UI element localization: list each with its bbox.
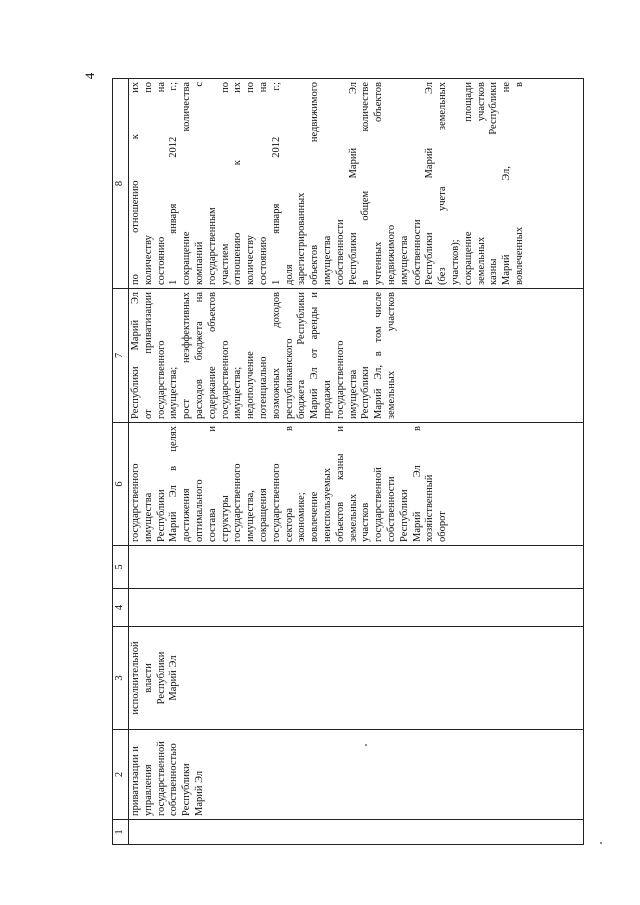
cell-text-line: приватизации и bbox=[130, 746, 141, 816]
cell-text-line: собственности bbox=[334, 219, 346, 285]
cell-text-line: земельных участков bbox=[475, 82, 487, 285]
cell-text-line: Марий Эл, в том числе bbox=[373, 292, 385, 419]
cell-text-line: потенциально bbox=[257, 356, 269, 419]
cell-text-line: бюджета Республики bbox=[296, 292, 308, 419]
cell-text-line: по отношению к их bbox=[130, 82, 141, 285]
cell-text-line: государственного bbox=[219, 340, 231, 419]
cell-text-line: вовлечение bbox=[309, 491, 321, 542]
cell-text-line: объектов недвижимого bbox=[309, 82, 321, 285]
table-cell-col2 bbox=[129, 730, 584, 820]
cell-text-line: состава и bbox=[206, 426, 218, 542]
column-header: 4 bbox=[113, 589, 129, 627]
cell-text-line: Марий Эл bbox=[168, 655, 180, 701]
cell-text-line: оборот bbox=[437, 511, 449, 542]
cell-text-line: Марий Эл в bbox=[411, 426, 423, 542]
rotated-table-container bbox=[112, 79, 580, 845]
column-header: 1 bbox=[113, 820, 129, 845]
cell-text-line: имущества; bbox=[168, 366, 180, 419]
column-header: 7 bbox=[113, 289, 129, 423]
column-header: 8 bbox=[113, 79, 129, 289]
table-cell-col6 bbox=[129, 423, 584, 546]
cell-text-line: Республики Марий Эл bbox=[424, 82, 436, 285]
cell-text-line: сокращения bbox=[257, 488, 269, 542]
cell-text-line: количеству по bbox=[142, 82, 154, 285]
cell-text-line: власти bbox=[142, 663, 154, 693]
cell-text-line: 1 января 2012 г.; bbox=[168, 82, 180, 285]
cell-text-line: достижения bbox=[181, 488, 193, 542]
table-row bbox=[129, 79, 584, 845]
cell-text-line: Марий Эл от аренды и bbox=[309, 292, 321, 419]
cell-text-line: в общем количестве bbox=[360, 82, 372, 285]
cell-text-line: государственного bbox=[130, 463, 141, 542]
cell-text-line: собственности bbox=[385, 476, 397, 542]
cell-text-line: Республики bbox=[155, 489, 167, 542]
cell-text-line: расходов бюджета на bbox=[193, 292, 205, 419]
cell-text-line: (без учета земельных bbox=[437, 82, 449, 285]
table-cell-col7 bbox=[129, 289, 584, 423]
cell-text-line: государственной bbox=[373, 467, 385, 542]
page-number: 4 bbox=[82, 72, 97, 80]
cell-text-line: Республики Марий Эл bbox=[130, 292, 141, 419]
cell-text-line: республиканского bbox=[283, 338, 295, 419]
cell-text-line: состоянию на bbox=[257, 82, 269, 285]
cell-text-line: возможных доходов bbox=[270, 292, 282, 419]
cell-text-line: имущества bbox=[347, 369, 359, 419]
cell-text-line: отношению к их bbox=[232, 82, 244, 285]
column-header: 2 bbox=[113, 730, 129, 820]
cell-text-line: вовлеченных в bbox=[513, 82, 525, 285]
cell-text-line: собственности bbox=[411, 219, 423, 285]
cell-text-line: учтенных объектов bbox=[373, 82, 385, 285]
cell-text-line: государственным bbox=[206, 207, 218, 285]
cell-text-line: участков bbox=[360, 502, 372, 542]
cell-text-line: объектов казны и bbox=[334, 426, 346, 542]
cell-text-line: хозяйственный bbox=[424, 474, 436, 542]
table-cell-col5 bbox=[129, 546, 584, 589]
cell-text-line: структуры bbox=[219, 495, 231, 542]
table-cell-col8 bbox=[129, 79, 584, 289]
cell-text-line: исполнительной bbox=[130, 641, 141, 715]
cell-text-line: содержание объектов bbox=[206, 292, 218, 419]
cell-text-line: продажи bbox=[321, 380, 333, 419]
table-header-row bbox=[113, 79, 129, 845]
cell-text-line: имущества bbox=[142, 492, 154, 542]
cell-text-line: экономике; bbox=[296, 492, 308, 542]
cell-text-line: недополучение bbox=[245, 351, 257, 419]
cell-text-line: Марий Эл в целях bbox=[168, 426, 180, 542]
cell-text-line: доля bbox=[283, 264, 295, 285]
scan-speck bbox=[600, 842, 602, 844]
cell-text-line: имущества bbox=[321, 235, 333, 285]
cell-text-line: управления bbox=[142, 764, 154, 816]
cell-text-line: 1 января 2012 г.; bbox=[270, 82, 282, 285]
cell-text-line: государственного bbox=[155, 340, 167, 419]
cell-text-line: Марий Эл bbox=[193, 770, 205, 816]
cell-text-line: имущества; bbox=[232, 366, 244, 419]
cell-text-line: участков); bbox=[449, 239, 461, 285]
cell-text-line: количеству по bbox=[245, 82, 257, 285]
cell-text-line: государственного bbox=[232, 463, 244, 542]
cell-text-line: Республики bbox=[181, 763, 193, 816]
cell-text-line: имущества, bbox=[245, 490, 257, 542]
cell-text-line: от приватизации bbox=[142, 292, 154, 419]
cell-text-line: Республики bbox=[398, 489, 410, 542]
cell-text-line: земельных bbox=[347, 493, 359, 542]
cell-text-line: имущества bbox=[398, 235, 410, 285]
cell-text-line: государственного bbox=[334, 340, 346, 419]
table-cell-col3 bbox=[129, 627, 584, 730]
table-cell-col4 bbox=[129, 589, 584, 627]
cell-text-line: казны Республики bbox=[488, 82, 500, 285]
cell-text-line: собственностью bbox=[168, 743, 180, 816]
cell-text-line: Республики bbox=[155, 651, 167, 705]
cell-text-line: земельных участков bbox=[385, 292, 397, 419]
cell-text-line: сокращение площади bbox=[462, 82, 474, 285]
column-header: 6 bbox=[113, 423, 129, 546]
cell-text-line: состоянию на bbox=[155, 82, 167, 285]
cell-text-line: Республики Марий Эл bbox=[347, 82, 359, 285]
program-table bbox=[112, 78, 584, 845]
cell-text-line: зарегистрированных bbox=[296, 192, 308, 285]
scan-speck bbox=[365, 744, 367, 746]
cell-text-line: сокращение количества bbox=[181, 82, 193, 285]
cell-text-line: неиспользуемых bbox=[321, 468, 333, 542]
cell-text-line: компаний с bbox=[193, 82, 205, 285]
cell-text-line: Марий Эл, не bbox=[501, 82, 513, 285]
column-header: 5 bbox=[113, 546, 129, 589]
column-header: 3 bbox=[113, 627, 129, 730]
cell-text-line: рост неэффективных bbox=[181, 292, 193, 419]
cell-text-line: государственного bbox=[270, 463, 282, 542]
cell-text-line: Республики bbox=[360, 366, 372, 419]
cell-text-line: оптимального bbox=[193, 479, 205, 542]
table-cell-col1 bbox=[129, 820, 584, 845]
cell-text-line: государственной bbox=[155, 741, 167, 816]
cell-text-line: сектора в bbox=[283, 426, 295, 542]
cell-text-line: недвижимого bbox=[385, 224, 397, 285]
cell-text-line: участием по bbox=[219, 82, 231, 285]
